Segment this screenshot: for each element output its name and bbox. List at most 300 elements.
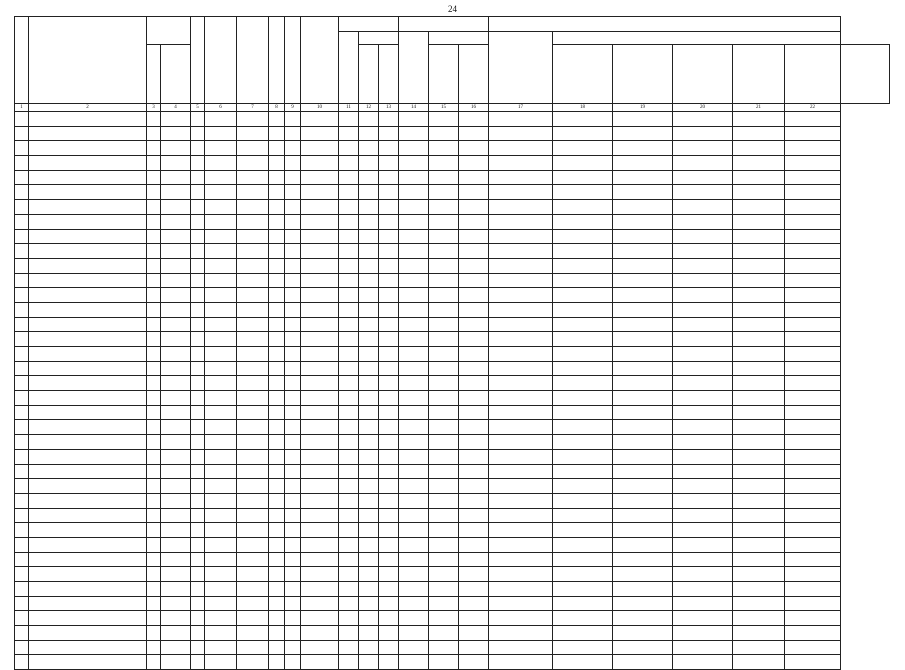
table-cell	[161, 156, 191, 171]
table-cell	[359, 347, 379, 362]
table-cell	[429, 626, 459, 641]
table-cell	[399, 317, 429, 332]
table-cell	[301, 258, 339, 273]
table-cell	[785, 244, 841, 259]
table-cell	[339, 288, 359, 303]
table-cell	[161, 244, 191, 259]
table-row	[15, 537, 890, 552]
table-cell	[161, 582, 191, 597]
table-cell	[269, 552, 285, 567]
table-cell	[459, 582, 489, 597]
table-cell	[459, 567, 489, 582]
table-cell	[459, 449, 489, 464]
table-cell	[399, 582, 429, 597]
table-cell	[285, 493, 301, 508]
table-cell	[733, 611, 785, 626]
header-cell	[339, 17, 399, 32]
table-cell	[29, 347, 147, 362]
table-cell	[785, 420, 841, 435]
table-cell	[285, 405, 301, 420]
table-cell	[301, 449, 339, 464]
table-cell	[553, 405, 613, 420]
header-cell	[29, 17, 147, 104]
table-cell	[785, 523, 841, 538]
table-cell	[359, 229, 379, 244]
table-cell	[339, 361, 359, 376]
table-cell	[489, 200, 553, 215]
table-cell	[553, 567, 613, 582]
table-cell	[161, 655, 191, 670]
table-row	[15, 567, 890, 582]
table-cell	[301, 655, 339, 670]
header-cell	[399, 32, 429, 104]
table-cell	[489, 537, 553, 552]
header-cell	[429, 45, 459, 104]
table-cell	[489, 185, 553, 200]
table-cell	[147, 640, 161, 655]
table-cell	[15, 435, 29, 450]
table-cell	[191, 141, 205, 156]
table-cell	[339, 537, 359, 552]
table-cell	[285, 141, 301, 156]
table-cell	[459, 258, 489, 273]
table-cell	[489, 508, 553, 523]
table-cell	[301, 596, 339, 611]
table-cell	[429, 200, 459, 215]
table-cell	[237, 170, 269, 185]
table-cell	[161, 464, 191, 479]
table-cell	[733, 435, 785, 450]
table-cell	[359, 420, 379, 435]
table-cell	[285, 332, 301, 347]
table-cell	[301, 288, 339, 303]
table-cell	[205, 258, 237, 273]
table-cell	[733, 302, 785, 317]
table-cell	[733, 200, 785, 215]
table-cell	[459, 185, 489, 200]
table-cell	[161, 435, 191, 450]
table-cell	[301, 567, 339, 582]
table-cell	[301, 552, 339, 567]
table-cell	[15, 567, 29, 582]
table-cell	[359, 258, 379, 273]
table-cell	[205, 214, 237, 229]
table-cell	[399, 479, 429, 494]
table-cell	[359, 244, 379, 259]
column-number: 9	[285, 104, 301, 112]
table-cell	[489, 655, 553, 670]
table-cell	[489, 244, 553, 259]
table-cell	[399, 244, 429, 259]
table-cell	[613, 200, 673, 215]
table-cell	[733, 405, 785, 420]
table-cell	[15, 376, 29, 391]
table-cell	[359, 273, 379, 288]
table-cell	[359, 596, 379, 611]
table-cell	[191, 214, 205, 229]
table-cell	[673, 420, 733, 435]
table-cell	[301, 582, 339, 597]
table-cell	[147, 126, 161, 141]
table-cell	[785, 611, 841, 626]
table-cell	[459, 523, 489, 538]
table-cell	[285, 361, 301, 376]
table-cell	[613, 508, 673, 523]
table-cell	[301, 141, 339, 156]
table-cell	[161, 552, 191, 567]
table-cell	[429, 229, 459, 244]
table-cell	[429, 537, 459, 552]
table-cell	[161, 405, 191, 420]
table-cell	[339, 420, 359, 435]
table-cell	[285, 112, 301, 127]
table-cell	[29, 170, 147, 185]
table-cell	[147, 596, 161, 611]
table-cell	[673, 244, 733, 259]
table-cell	[269, 596, 285, 611]
header-cell	[359, 45, 379, 104]
table-cell	[161, 112, 191, 127]
table-cell	[489, 126, 553, 141]
column-number: 4	[161, 104, 191, 112]
table-cell	[147, 156, 161, 171]
table-cell	[613, 288, 673, 303]
table-cell	[147, 170, 161, 185]
table-cell	[339, 523, 359, 538]
table-cell	[269, 126, 285, 141]
table-cell	[459, 405, 489, 420]
header-cell	[733, 45, 785, 104]
table-cell	[237, 214, 269, 229]
table-cell	[673, 582, 733, 597]
table-cell	[429, 302, 459, 317]
table-cell	[205, 317, 237, 332]
table-cell	[285, 170, 301, 185]
table-cell	[339, 449, 359, 464]
table-row	[15, 376, 890, 391]
table-cell	[459, 170, 489, 185]
table-cell	[399, 347, 429, 362]
table-cell	[785, 200, 841, 215]
table-cell	[161, 170, 191, 185]
table-cell	[785, 141, 841, 156]
table-cell	[269, 479, 285, 494]
table-cell	[359, 508, 379, 523]
table-cell	[459, 302, 489, 317]
table-cell	[237, 302, 269, 317]
header-cell	[205, 17, 237, 104]
table-row	[15, 244, 890, 259]
table-cell	[489, 332, 553, 347]
table-cell	[269, 229, 285, 244]
table-cell	[285, 156, 301, 171]
table-cell	[459, 244, 489, 259]
table-cell	[785, 156, 841, 171]
table-cell	[269, 567, 285, 582]
table-cell	[285, 185, 301, 200]
header-cell	[15, 17, 29, 104]
column-number: 1	[15, 104, 29, 112]
table-cell	[237, 493, 269, 508]
table-cell	[673, 141, 733, 156]
table-cell	[237, 449, 269, 464]
table-cell	[285, 317, 301, 332]
table-row	[15, 582, 890, 597]
table-cell	[191, 567, 205, 582]
table-cell	[429, 332, 459, 347]
header-cell	[785, 45, 841, 104]
table-cell	[15, 347, 29, 362]
table-cell	[147, 141, 161, 156]
table-cell	[429, 405, 459, 420]
table-cell	[379, 552, 399, 567]
table-cell	[459, 420, 489, 435]
table-cell	[269, 537, 285, 552]
table-cell	[191, 611, 205, 626]
table-cell	[15, 449, 29, 464]
table-cell	[489, 640, 553, 655]
table-cell	[429, 376, 459, 391]
table-cell	[459, 391, 489, 406]
table-cell	[613, 464, 673, 479]
table-cell	[429, 244, 459, 259]
table-cell	[379, 479, 399, 494]
table-cell	[553, 302, 613, 317]
table-cell	[459, 376, 489, 391]
table-row	[15, 391, 890, 406]
table-cell	[301, 611, 339, 626]
table-cell	[269, 317, 285, 332]
table-cell	[191, 420, 205, 435]
table-cell	[399, 361, 429, 376]
table-cell	[359, 156, 379, 171]
table-cell	[301, 332, 339, 347]
table-cell	[733, 273, 785, 288]
table-cell	[205, 479, 237, 494]
table-cell	[191, 449, 205, 464]
table-cell	[147, 435, 161, 450]
table-cell	[147, 244, 161, 259]
table-cell	[553, 361, 613, 376]
table-cell	[553, 611, 613, 626]
table-cell	[191, 596, 205, 611]
table-row	[15, 302, 890, 317]
table-cell	[379, 435, 399, 450]
table-cell	[161, 126, 191, 141]
table-cell	[673, 611, 733, 626]
table-cell	[29, 464, 147, 479]
table-cell	[489, 626, 553, 641]
table-cell	[489, 317, 553, 332]
table-cell	[301, 479, 339, 494]
table-cell	[237, 112, 269, 127]
table-cell	[379, 185, 399, 200]
table-cell	[301, 523, 339, 538]
table-cell	[161, 273, 191, 288]
table-cell	[785, 405, 841, 420]
table-cell	[489, 156, 553, 171]
table-cell	[733, 141, 785, 156]
table-cell	[161, 214, 191, 229]
table-cell	[191, 258, 205, 273]
table-cell	[733, 493, 785, 508]
table-cell	[489, 347, 553, 362]
table-cell	[269, 156, 285, 171]
table-cell	[191, 640, 205, 655]
table-cell	[379, 626, 399, 641]
table-cell	[285, 420, 301, 435]
table-cell	[489, 493, 553, 508]
table-cell	[459, 655, 489, 670]
table-cell	[15, 464, 29, 479]
table-cell	[205, 405, 237, 420]
table-cell	[379, 317, 399, 332]
table-cell	[553, 508, 613, 523]
table-cell	[161, 317, 191, 332]
table-cell	[29, 435, 147, 450]
table-cell	[269, 112, 285, 127]
table-cell	[489, 273, 553, 288]
header-cell	[285, 17, 301, 104]
table-cell	[339, 435, 359, 450]
table-cell	[489, 288, 553, 303]
table-cell	[379, 611, 399, 626]
table-cell	[205, 523, 237, 538]
table-cell	[205, 200, 237, 215]
table-cell	[285, 391, 301, 406]
table-cell	[191, 523, 205, 538]
table-cell	[237, 611, 269, 626]
header-cell	[553, 32, 841, 45]
table-cell	[673, 508, 733, 523]
table-cell	[359, 332, 379, 347]
table-cell	[285, 435, 301, 450]
table-cell	[29, 391, 147, 406]
table-cell	[15, 214, 29, 229]
table-cell	[359, 170, 379, 185]
table-cell	[785, 376, 841, 391]
table-cell	[15, 523, 29, 538]
table-cell	[553, 347, 613, 362]
column-number: 11	[339, 104, 359, 112]
table-cell	[205, 156, 237, 171]
table-cell	[147, 523, 161, 538]
table-cell	[553, 640, 613, 655]
table-cell	[733, 185, 785, 200]
table-cell	[301, 391, 339, 406]
table-cell	[285, 611, 301, 626]
table-row	[15, 552, 890, 567]
table-cell	[613, 626, 673, 641]
table-cell	[147, 405, 161, 420]
table-cell	[237, 640, 269, 655]
table-cell	[613, 112, 673, 127]
table-cell	[399, 655, 429, 670]
table-cell	[301, 214, 339, 229]
table-cell	[269, 214, 285, 229]
table-cell	[161, 420, 191, 435]
table-cell	[29, 185, 147, 200]
table-cell	[301, 640, 339, 655]
table-cell	[205, 596, 237, 611]
table-cell	[785, 449, 841, 464]
table-cell	[553, 200, 613, 215]
table-cell	[379, 302, 399, 317]
table-cell	[429, 391, 459, 406]
table-cell	[379, 655, 399, 670]
table-cell	[359, 391, 379, 406]
table-cell	[29, 214, 147, 229]
table-cell	[673, 391, 733, 406]
table-cell	[379, 449, 399, 464]
table-cell	[339, 200, 359, 215]
table-cell	[237, 596, 269, 611]
table-cell	[301, 185, 339, 200]
table-cell	[379, 523, 399, 538]
table-cell	[429, 317, 459, 332]
table-cell	[379, 229, 399, 244]
table-row	[15, 112, 890, 127]
table-cell	[379, 288, 399, 303]
table-cell	[379, 567, 399, 582]
table-cell	[673, 552, 733, 567]
table-cell	[359, 493, 379, 508]
table-cell	[785, 391, 841, 406]
header-cell	[191, 17, 205, 104]
table-cell	[553, 229, 613, 244]
table-cell	[613, 640, 673, 655]
table-cell	[459, 214, 489, 229]
table-cell	[237, 258, 269, 273]
table-cell	[489, 420, 553, 435]
table-row	[15, 317, 890, 332]
header-cell	[269, 17, 285, 104]
table-cell	[269, 405, 285, 420]
table-cell	[301, 508, 339, 523]
column-number: 21	[733, 104, 785, 112]
table-cell	[359, 200, 379, 215]
table-cell	[673, 229, 733, 244]
table-cell	[733, 596, 785, 611]
table-cell	[29, 317, 147, 332]
header-cell	[379, 45, 399, 104]
table-cell	[191, 464, 205, 479]
table-row	[15, 611, 890, 626]
table-row	[15, 508, 890, 523]
table-cell	[553, 258, 613, 273]
table-cell	[673, 361, 733, 376]
table-cell	[489, 376, 553, 391]
table-cell	[191, 626, 205, 641]
table-cell	[147, 302, 161, 317]
table-cell	[785, 170, 841, 185]
table-cell	[161, 508, 191, 523]
table-cell	[301, 493, 339, 508]
page-number: 24	[448, 4, 457, 14]
table-cell	[161, 493, 191, 508]
table-cell	[613, 523, 673, 538]
table-cell	[29, 288, 147, 303]
table-cell	[733, 391, 785, 406]
table-cell	[553, 273, 613, 288]
table-cell	[459, 508, 489, 523]
table-cell	[29, 537, 147, 552]
table-cell	[553, 493, 613, 508]
table-cell	[147, 508, 161, 523]
header-cell	[553, 45, 613, 104]
table-cell	[15, 302, 29, 317]
table-cell	[379, 200, 399, 215]
